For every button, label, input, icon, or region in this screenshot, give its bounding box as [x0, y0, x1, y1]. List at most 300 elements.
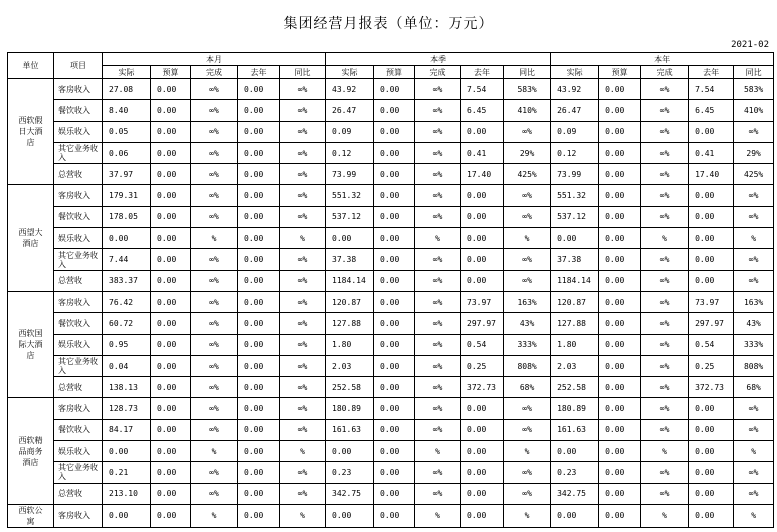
cell-quarter-实际: 180.89: [326, 398, 374, 419]
cell-year-去年: 0.41: [689, 142, 734, 163]
cell-quarter-同比: ∞%: [504, 483, 551, 504]
cell-quarter-同比: 410%: [504, 100, 551, 121]
cell-year-预算: 0.00: [599, 483, 641, 504]
cell-quarter-实际: 537.12: [326, 206, 374, 227]
cell-year-去年: 0.00: [689, 483, 734, 504]
cell-month-去年: 0.00: [238, 270, 280, 291]
cell-quarter-预算: 0.00: [374, 249, 415, 270]
item-label: 娱乐收入: [54, 334, 103, 355]
cell-year-完成: ∞%: [641, 462, 689, 483]
header-col-quarter-4: 同比: [504, 66, 551, 79]
cell-quarter-同比: ∞%: [504, 398, 551, 419]
cell-year-实际: 26.47: [551, 100, 599, 121]
cell-month-预算: 0.00: [151, 206, 191, 227]
header-col-quarter-1: 预算: [374, 66, 415, 79]
item-label: 其它业务收入: [54, 249, 103, 270]
cell-quarter-预算: 0.00: [374, 462, 415, 483]
table-row: [8, 79, 774, 100]
cell-month-去年: 0.00: [238, 121, 280, 142]
cell-quarter-同比: 163%: [504, 291, 551, 312]
cell-quarter-同比: ∞%: [504, 419, 551, 440]
cell-month-实际: 37.97: [103, 164, 151, 185]
cell-month-预算: 0.00: [151, 291, 191, 312]
cell-month-去年: 0.00: [238, 249, 280, 270]
table-row: [8, 462, 774, 483]
cell-year-实际: 161.63: [551, 419, 599, 440]
cell-quarter-完成: ∞%: [415, 377, 461, 398]
cell-month-完成: ∞%: [191, 206, 238, 227]
cell-year-去年: 297.97: [689, 313, 734, 334]
cell-quarter-同比: 43%: [504, 313, 551, 334]
cell-month-同比: ∞%: [280, 377, 326, 398]
cell-month-预算: 0.00: [151, 100, 191, 121]
cell-quarter-预算: 0.00: [374, 355, 415, 376]
cell-quarter-预算: 0.00: [374, 164, 415, 185]
header-unit: 单位: [8, 53, 54, 79]
cell-year-同比: 29%: [734, 142, 774, 163]
cell-year-实际: 0.23: [551, 462, 599, 483]
header-group-year: 本年: [551, 53, 774, 66]
cell-month-完成: ∞%: [191, 121, 238, 142]
cell-year-完成: ∞%: [641, 100, 689, 121]
item-label: 总营收: [54, 483, 103, 504]
cell-quarter-同比: ∞%: [504, 462, 551, 483]
cell-year-实际: 551.32: [551, 185, 599, 206]
cell-month-去年: 0.00: [238, 100, 280, 121]
header-col-year-3: 去年: [689, 66, 734, 79]
cell-quarter-去年: 0.00: [461, 462, 504, 483]
cell-year-预算: 0.00: [599, 185, 641, 206]
cell-year-实际: 0.12: [551, 142, 599, 163]
cell-month-同比: ∞%: [280, 270, 326, 291]
cell-month-实际: 60.72: [103, 313, 151, 334]
item-label: 客房收入: [54, 398, 103, 419]
cell-month-去年: 0.00: [238, 377, 280, 398]
cell-year-同比: ∞%: [734, 121, 774, 142]
table-row: [8, 334, 774, 355]
cell-quarter-完成: ∞%: [415, 206, 461, 227]
cell-month-去年: 0.00: [238, 398, 280, 419]
cell-quarter-同比: ∞%: [504, 249, 551, 270]
cell-year-完成: ∞%: [641, 419, 689, 440]
cell-year-实际: 180.89: [551, 398, 599, 419]
unit-name: 西软公寓: [8, 504, 54, 527]
cell-quarter-去年: 0.00: [461, 419, 504, 440]
cell-quarter-实际: 1.80: [326, 334, 374, 355]
cell-month-预算: 0.00: [151, 249, 191, 270]
cell-month-去年: 0.00: [238, 79, 280, 100]
cell-month-完成: ∞%: [191, 164, 238, 185]
cell-quarter-预算: 0.00: [374, 398, 415, 419]
item-label: 总营收: [54, 377, 103, 398]
cell-quarter-实际: 0.09: [326, 121, 374, 142]
cell-year-预算: 0.00: [599, 270, 641, 291]
cell-quarter-去年: 7.54: [461, 79, 504, 100]
cell-quarter-实际: 2.03: [326, 355, 374, 376]
cell-quarter-同比: 29%: [504, 142, 551, 163]
cell-month-完成: ∞%: [191, 291, 238, 312]
cell-year-同比: ∞%: [734, 398, 774, 419]
cell-year-预算: 0.00: [599, 249, 641, 270]
header-col-month-3: 去年: [238, 66, 280, 79]
cell-month-预算: 0.00: [151, 441, 191, 462]
cell-month-同比: ∞%: [280, 355, 326, 376]
cell-year-预算: 0.00: [599, 462, 641, 483]
cell-month-实际: 0.95: [103, 334, 151, 355]
cell-month-完成: ∞%: [191, 334, 238, 355]
cell-quarter-预算: 0.00: [374, 79, 415, 100]
cell-quarter-完成: %: [415, 441, 461, 462]
cell-quarter-实际: 0.12: [326, 142, 374, 163]
cell-year-完成: %: [641, 441, 689, 462]
cell-year-预算: 0.00: [599, 355, 641, 376]
cell-month-完成: %: [191, 228, 238, 249]
cell-year-去年: 0.54: [689, 334, 734, 355]
cell-quarter-预算: 0.00: [374, 291, 415, 312]
cell-month-预算: 0.00: [151, 504, 191, 527]
cell-month-去年: 0.00: [238, 462, 280, 483]
item-label: 餐饮收入: [54, 100, 103, 121]
cell-year-预算: 0.00: [599, 291, 641, 312]
table-row: [8, 419, 774, 440]
unit-name: 西软国际大酒店: [8, 291, 54, 397]
cell-month-实际: 0.00: [103, 228, 151, 249]
header-col-quarter-0: 实际: [326, 66, 374, 79]
cell-month-预算: 0.00: [151, 313, 191, 334]
cell-month-去年: 0.00: [238, 441, 280, 462]
report-date: 2021-02: [731, 40, 769, 50]
cell-year-同比: 163%: [734, 291, 774, 312]
cell-month-同比: ∞%: [280, 291, 326, 312]
cell-quarter-完成: ∞%: [415, 121, 461, 142]
cell-quarter-实际: 0.00: [326, 228, 374, 249]
header-col-year-1: 预算: [599, 66, 641, 79]
cell-month-实际: 7.44: [103, 249, 151, 270]
cell-quarter-去年: 0.00: [461, 483, 504, 504]
cell-quarter-实际: 43.92: [326, 79, 374, 100]
cell-month-实际: 84.17: [103, 419, 151, 440]
cell-quarter-完成: ∞%: [415, 185, 461, 206]
header-group-quarter: 本季: [326, 53, 551, 66]
cell-year-同比: 68%: [734, 377, 774, 398]
cell-quarter-预算: 0.00: [374, 142, 415, 163]
cell-year-完成: ∞%: [641, 355, 689, 376]
cell-year-同比: 425%: [734, 164, 774, 185]
cell-month-预算: 0.00: [151, 164, 191, 185]
cell-quarter-预算: 0.00: [374, 313, 415, 334]
cell-quarter-去年: 0.00: [461, 249, 504, 270]
cell-quarter-完成: ∞%: [415, 249, 461, 270]
cell-month-同比: ∞%: [280, 334, 326, 355]
cell-month-同比: %: [280, 441, 326, 462]
item-label: 娱乐收入: [54, 121, 103, 142]
cell-month-实际: 138.13: [103, 377, 151, 398]
cell-quarter-预算: 0.00: [374, 100, 415, 121]
cell-quarter-实际: 342.75: [326, 483, 374, 504]
header-col-quarter-3: 去年: [461, 66, 504, 79]
cell-month-完成: ∞%: [191, 419, 238, 440]
cell-year-同比: ∞%: [734, 483, 774, 504]
cell-quarter-去年: 0.41: [461, 142, 504, 163]
cell-quarter-完成: ∞%: [415, 79, 461, 100]
cell-quarter-完成: ∞%: [415, 483, 461, 504]
cell-year-完成: ∞%: [641, 291, 689, 312]
cell-month-完成: ∞%: [191, 270, 238, 291]
cell-month-实际: 0.00: [103, 441, 151, 462]
cell-month-同比: ∞%: [280, 79, 326, 100]
cell-quarter-去年: 0.54: [461, 334, 504, 355]
cell-quarter-同比: ∞%: [504, 121, 551, 142]
cell-year-预算: 0.00: [599, 206, 641, 227]
table-row: [8, 100, 774, 121]
item-label: 总营收: [54, 270, 103, 291]
cell-quarter-去年: 17.40: [461, 164, 504, 185]
cell-quarter-同比: ∞%: [504, 270, 551, 291]
cell-month-去年: 0.00: [238, 228, 280, 249]
cell-quarter-去年: 297.97: [461, 313, 504, 334]
cell-month-同比: ∞%: [280, 419, 326, 440]
cell-year-完成: ∞%: [641, 398, 689, 419]
cell-quarter-去年: 0.00: [461, 185, 504, 206]
cell-month-完成: ∞%: [191, 100, 238, 121]
cell-year-实际: 342.75: [551, 483, 599, 504]
cell-quarter-完成: ∞%: [415, 334, 461, 355]
cell-quarter-完成: ∞%: [415, 142, 461, 163]
cell-month-预算: 0.00: [151, 419, 191, 440]
cell-year-实际: 537.12: [551, 206, 599, 227]
cell-quarter-同比: 808%: [504, 355, 551, 376]
cell-quarter-去年: 0.00: [461, 228, 504, 249]
unit-name: 西望大酒店: [8, 185, 54, 291]
cell-year-完成: ∞%: [641, 206, 689, 227]
table-row: [8, 313, 774, 334]
cell-month-同比: ∞%: [280, 462, 326, 483]
cell-month-同比: ∞%: [280, 483, 326, 504]
cell-year-实际: 120.87: [551, 291, 599, 312]
table-header: [8, 53, 774, 79]
cell-quarter-完成: ∞%: [415, 270, 461, 291]
cell-quarter-预算: 0.00: [374, 185, 415, 206]
table-row: [8, 249, 774, 270]
cell-quarter-实际: 120.87: [326, 291, 374, 312]
item-label: 娱乐收入: [54, 441, 103, 462]
cell-quarter-去年: 372.73: [461, 377, 504, 398]
cell-month-预算: 0.00: [151, 270, 191, 291]
cell-year-实际: 2.03: [551, 355, 599, 376]
report-table: [7, 52, 774, 528]
cell-month-预算: 0.00: [151, 377, 191, 398]
unit-name: 西软精品商务酒店: [8, 398, 54, 504]
table-row: [8, 504, 774, 527]
table-row: [8, 142, 774, 163]
cell-year-去年: 0.00: [689, 228, 734, 249]
cell-year-实际: 1184.14: [551, 270, 599, 291]
cell-year-同比: 333%: [734, 334, 774, 355]
cell-year-同比: 43%: [734, 313, 774, 334]
cell-year-同比: 583%: [734, 79, 774, 100]
cell-quarter-同比: %: [504, 441, 551, 462]
cell-quarter-预算: 0.00: [374, 483, 415, 504]
cell-year-去年: 0.00: [689, 462, 734, 483]
cell-quarter-同比: 425%: [504, 164, 551, 185]
cell-month-同比: %: [280, 228, 326, 249]
cell-month-完成: %: [191, 504, 238, 527]
cell-quarter-实际: 0.00: [326, 441, 374, 462]
report-title: 集团经营月报表（单位：万元）: [283, 16, 494, 32]
cell-year-预算: 0.00: [599, 228, 641, 249]
cell-quarter-完成: ∞%: [415, 313, 461, 334]
cell-quarter-预算: 0.00: [374, 334, 415, 355]
cell-year-去年: 6.45: [689, 100, 734, 121]
cell-quarter-实际: 37.38: [326, 249, 374, 270]
cell-quarter-去年: 0.00: [461, 206, 504, 227]
cell-month-同比: ∞%: [280, 121, 326, 142]
cell-month-去年: 0.00: [238, 483, 280, 504]
cell-month-实际: 76.42: [103, 291, 151, 312]
cell-year-同比: ∞%: [734, 419, 774, 440]
header-col-year-4: 同比: [734, 66, 774, 79]
cell-month-同比: ∞%: [280, 313, 326, 334]
cell-year-同比: ∞%: [734, 462, 774, 483]
cell-quarter-预算: 0.00: [374, 504, 415, 527]
table-row: [8, 483, 774, 504]
cell-year-预算: 0.00: [599, 121, 641, 142]
cell-month-去年: 0.00: [238, 419, 280, 440]
cell-quarter-完成: ∞%: [415, 398, 461, 419]
cell-quarter-预算: 0.00: [374, 206, 415, 227]
cell-quarter-预算: 0.00: [374, 270, 415, 291]
cell-month-实际: 0.00: [103, 504, 151, 527]
table-row: [8, 228, 774, 249]
cell-year-同比: ∞%: [734, 206, 774, 227]
cell-year-预算: 0.00: [599, 334, 641, 355]
cell-quarter-同比: 68%: [504, 377, 551, 398]
cell-month-预算: 0.00: [151, 398, 191, 419]
cell-quarter-完成: %: [415, 228, 461, 249]
cell-year-去年: 372.73: [689, 377, 734, 398]
table-row: [8, 355, 774, 376]
cell-quarter-完成: ∞%: [415, 164, 461, 185]
header-col-month-1: 预算: [151, 66, 191, 79]
item-label: 客房收入: [54, 185, 103, 206]
table-row: [8, 121, 774, 142]
item-label: 其它业务收入: [54, 355, 103, 376]
cell-month-完成: ∞%: [191, 377, 238, 398]
cell-quarter-实际: 551.32: [326, 185, 374, 206]
cell-year-同比: ∞%: [734, 249, 774, 270]
cell-month-实际: 27.08: [103, 79, 151, 100]
item-label: 总营收: [54, 164, 103, 185]
cell-year-预算: 0.00: [599, 142, 641, 163]
cell-year-预算: 0.00: [599, 441, 641, 462]
cell-year-同比: 410%: [734, 100, 774, 121]
cell-month-实际: 178.05: [103, 206, 151, 227]
cell-year-完成: ∞%: [641, 377, 689, 398]
cell-month-预算: 0.00: [151, 228, 191, 249]
cell-month-去年: 0.00: [238, 291, 280, 312]
header-col-month-4: 同比: [280, 66, 326, 79]
item-label: 客房收入: [54, 291, 103, 312]
cell-year-预算: 0.00: [599, 398, 641, 419]
cell-year-完成: ∞%: [641, 79, 689, 100]
cell-year-实际: 73.99: [551, 164, 599, 185]
table-row: [8, 377, 774, 398]
cell-year-实际: 252.58: [551, 377, 599, 398]
cell-year-去年: 0.00: [689, 206, 734, 227]
cell-month-实际: 213.10: [103, 483, 151, 504]
cell-quarter-实际: 161.63: [326, 419, 374, 440]
cell-year-预算: 0.00: [599, 313, 641, 334]
cell-year-预算: 0.00: [599, 504, 641, 527]
cell-month-完成: ∞%: [191, 79, 238, 100]
cell-year-预算: 0.00: [599, 79, 641, 100]
cell-year-完成: ∞%: [641, 142, 689, 163]
cell-quarter-实际: 0.23: [326, 462, 374, 483]
cell-year-完成: ∞%: [641, 270, 689, 291]
cell-year-同比: ∞%: [734, 270, 774, 291]
item-label: 客房收入: [54, 79, 103, 100]
cell-month-实际: 383.37: [103, 270, 151, 291]
cell-quarter-实际: 26.47: [326, 100, 374, 121]
cell-quarter-同比: 583%: [504, 79, 551, 100]
cell-month-完成: ∞%: [191, 483, 238, 504]
cell-quarter-去年: 6.45: [461, 100, 504, 121]
cell-year-完成: ∞%: [641, 185, 689, 206]
cell-month-实际: 0.06: [103, 142, 151, 163]
cell-year-去年: 0.00: [689, 249, 734, 270]
cell-year-预算: 0.00: [599, 164, 641, 185]
cell-month-同比: ∞%: [280, 100, 326, 121]
cell-month-完成: ∞%: [191, 313, 238, 334]
cell-quarter-预算: 0.00: [374, 377, 415, 398]
item-label: 餐饮收入: [54, 206, 103, 227]
cell-month-实际: 0.21: [103, 462, 151, 483]
cell-quarter-同比: %: [504, 504, 551, 527]
header-col-quarter-2: 完成: [415, 66, 461, 79]
header-col-year-0: 实际: [551, 66, 599, 79]
cell-quarter-完成: ∞%: [415, 355, 461, 376]
cell-month-预算: 0.00: [151, 79, 191, 100]
cell-quarter-预算: 0.00: [374, 419, 415, 440]
cell-month-实际: 179.31: [103, 185, 151, 206]
item-label: 其它业务收入: [54, 462, 103, 483]
cell-year-去年: 0.00: [689, 419, 734, 440]
cell-year-实际: 0.09: [551, 121, 599, 142]
cell-year-实际: 1.80: [551, 334, 599, 355]
cell-year-实际: 43.92: [551, 79, 599, 100]
cell-month-实际: 8.40: [103, 100, 151, 121]
cell-month-完成: ∞%: [191, 355, 238, 376]
table-row: [8, 164, 774, 185]
cell-month-预算: 0.00: [151, 185, 191, 206]
header-item: 项目: [54, 53, 103, 79]
cell-quarter-去年: 0.00: [461, 270, 504, 291]
cell-year-完成: ∞%: [641, 121, 689, 142]
cell-year-去年: 0.00: [689, 185, 734, 206]
cell-month-同比: ∞%: [280, 249, 326, 270]
cell-month-去年: 0.00: [238, 313, 280, 334]
item-label: 娱乐收入: [54, 228, 103, 249]
cell-quarter-去年: 0.00: [461, 121, 504, 142]
cell-quarter-去年: 0.00: [461, 441, 504, 462]
cell-year-去年: 0.00: [689, 270, 734, 291]
cell-quarter-完成: ∞%: [415, 462, 461, 483]
table-row: [8, 398, 774, 419]
cell-quarter-预算: 0.00: [374, 228, 415, 249]
cell-year-同比: ∞%: [734, 185, 774, 206]
item-label: 其它业务收入: [54, 142, 103, 163]
cell-month-完成: ∞%: [191, 249, 238, 270]
